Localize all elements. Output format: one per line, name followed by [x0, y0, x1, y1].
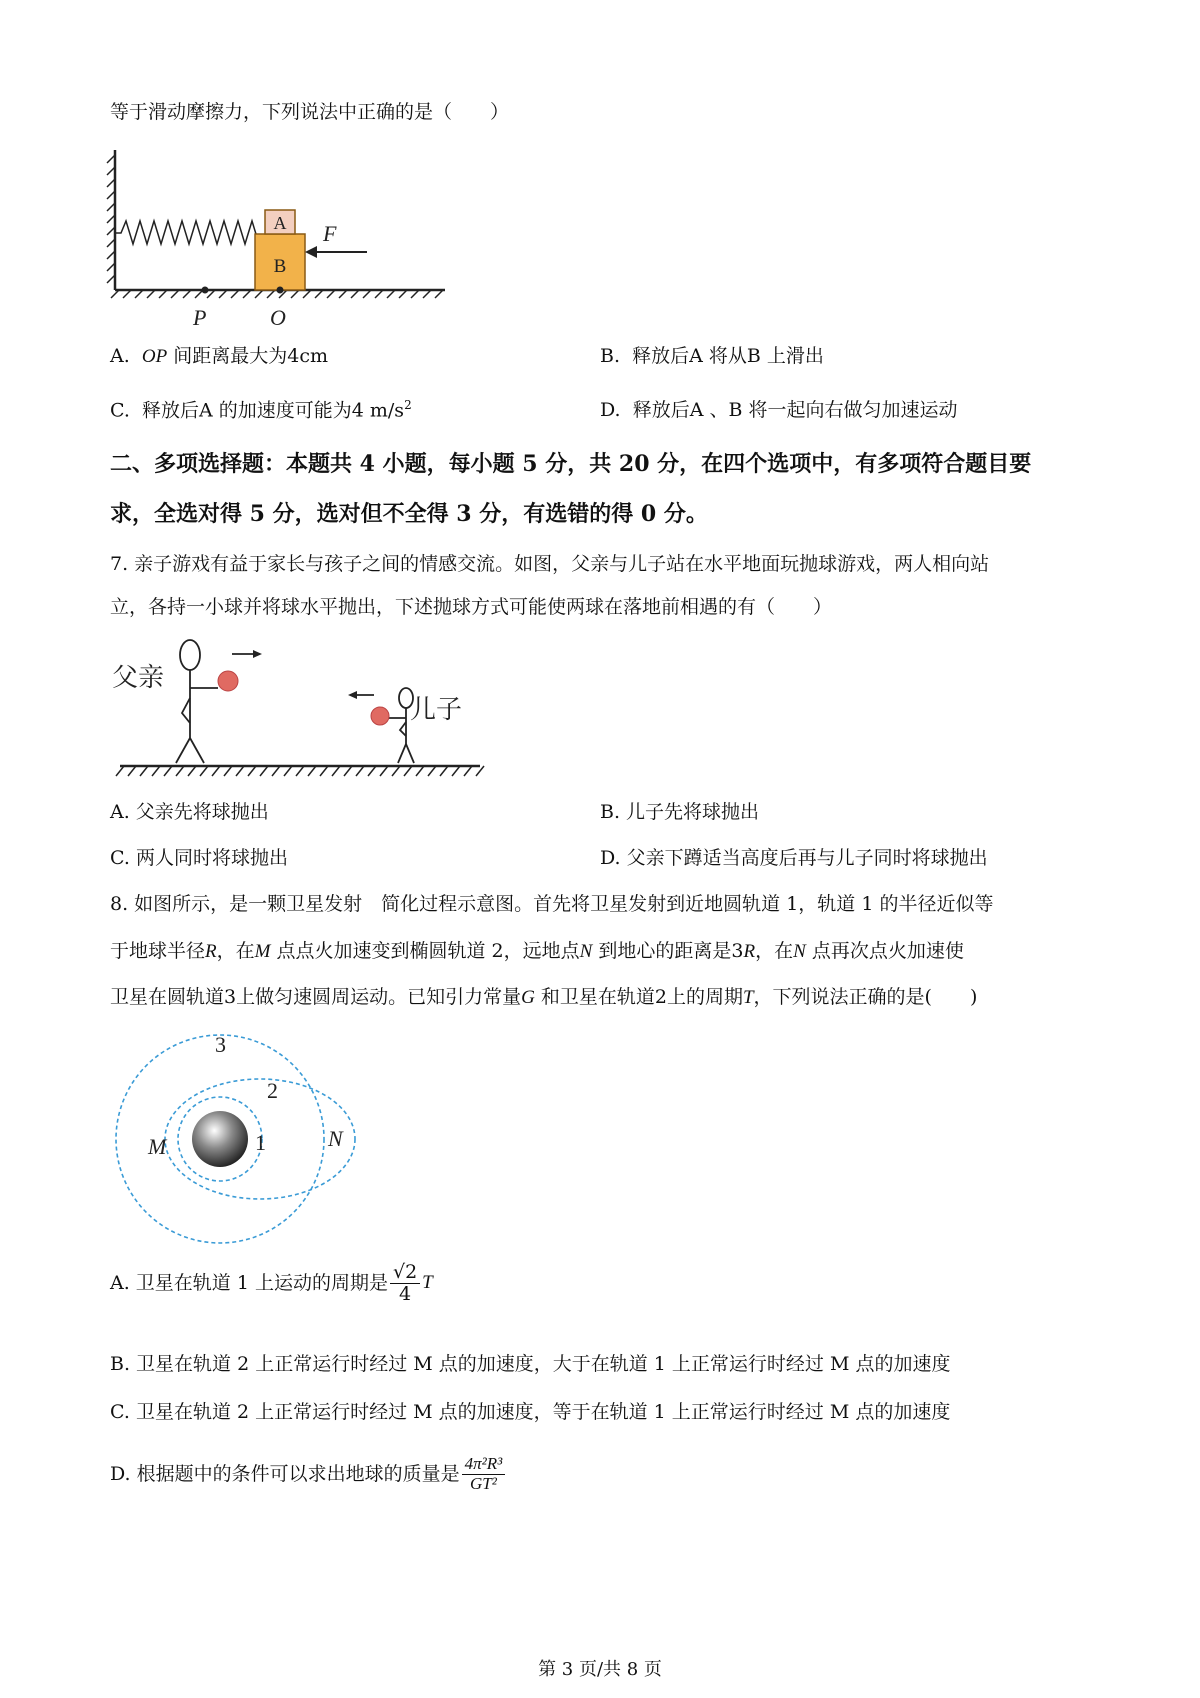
label-o: O [270, 305, 286, 330]
q6-option-c: C. 释放后A 的加速度可能为4 $m/s^2$ [110, 398, 412, 422]
son-label: 儿子 [410, 695, 463, 725]
q8-stem-line3: 卫星在圆轨道3上做匀速圆周运动。已知引力常量G 和卫星在轨道2上的周期T，下列说法正确的是( ) [110, 986, 978, 1008]
q6-option-d: D. 释放后A 、B 将一起向右做匀加速运动 [600, 399, 958, 421]
label-p: P [193, 305, 207, 330]
q8-option-c: C. 卫星在轨道 2 上正常运行时经过 M 点的加速度，等于在轨道 1 上正常运行时经过 M 点的加速度 [110, 1401, 951, 1423]
father-label: 父亲 [112, 663, 165, 693]
q6-spring-block-figure [105, 140, 455, 340]
q6-stem-tail: 等于滑动摩擦力，下列说法中正确的是（ ） [110, 101, 510, 123]
q8-stem-line1: 8. 如图所示，是一颗卫星发射 简化过程示意图。首先将卫星发射到近地圆轨道 1，轨道 1 的半径近似等 [110, 893, 994, 915]
q6-option-b: B. 释放后A 将从B 上滑出 [600, 345, 824, 367]
q7-stem-line1: 7. 亲子游戏有益于家长与孩子之间的情感交流。如图，父亲与儿子站在水平地面玩抛球游戏，两人相向站 [110, 553, 990, 575]
label-f: F [323, 221, 337, 246]
q8-option-d: D. 根据题中的条件可以求出地球的质量是 $\frac{\text{4π²R³}}{\text{GT²}}$ [110, 1455, 507, 1493]
point-m-label: M [148, 1134, 167, 1159]
q8-option-b: B. 卫星在轨道 2 上正常运行时经过 M 点的加速度，大于在轨道 1 上正常运行时经过 M 点的加速度 [110, 1353, 951, 1375]
q7-option-a: A. 父亲先将球抛出 [110, 801, 269, 823]
earth [192, 1111, 248, 1167]
orbit-2-label: 2 [267, 1078, 278, 1103]
q7-option-b: B. 儿子先将球抛出 [600, 801, 760, 823]
q7-option-d: D. 父亲下蹲适当高度后再与儿子同时将球抛出 [600, 847, 988, 869]
label-b: B [273, 256, 287, 277]
point-n-label: N [328, 1126, 343, 1151]
section2-header-line2: 求，全选对得 5 分，选对但不全得 3 分，有选错的得 0 分。 [110, 501, 708, 527]
orbit-1-label: 1 [255, 1130, 266, 1155]
father-figure [176, 640, 218, 763]
q7-option-c: C. 两人同时将球抛出 [110, 847, 288, 869]
q7-stem-line2: 立，各持一小球并将球水平抛出，下述抛球方式可能使两球在落地前相遇的有（ ） [110, 596, 833, 618]
section2-header-line1: 二、多项选择题：本题共 4 小题，每小题 5 分，共 20 分，在四个选项中，有多项符合题目要 [110, 451, 1032, 477]
spring [115, 221, 275, 244]
q8-option-a: A. 卫星在轨道 1 上运动的周期是 $\frac{√2}{4}$ T [110, 1261, 433, 1305]
page-footer: 第 3 页/共 8 页 [538, 1659, 662, 1680]
orbit-3-label: 3 [215, 1032, 226, 1057]
father-ball [218, 671, 238, 691]
son-ball [371, 707, 389, 725]
q6-option-a: A. OP 间距离最大为4cm [110, 345, 328, 367]
q8-stem-line2: 于地球半径R，在M 点点火加速变到椭圆轨道 2，远地点N 到地心的距离是3R，在N 点再次点火加速使 [110, 940, 964, 962]
q8-orbit-figure [110, 1028, 370, 1258]
q7-father-son-figure [110, 638, 490, 783]
label-a: A [273, 213, 287, 233]
